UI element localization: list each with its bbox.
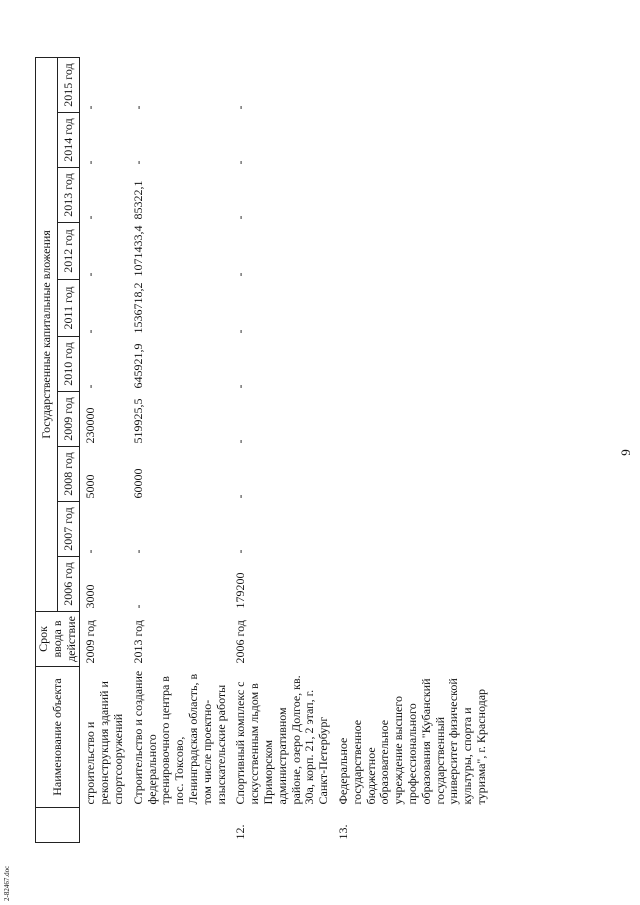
row-value: - — [130, 604, 145, 609]
row-number — [128, 808, 231, 843]
row-value: - — [83, 329, 98, 334]
header-year: 2009 год — [58, 392, 80, 447]
row-value: - — [233, 439, 248, 444]
row-value: - — [233, 105, 248, 110]
row-value — [333, 58, 491, 113]
page-number: 9 — [618, 449, 633, 456]
row-value: - — [83, 384, 98, 389]
row-value: - — [130, 105, 145, 110]
row-value: 1536718,2 — [130, 282, 145, 334]
table-row — [333, 58, 491, 843]
row-value — [333, 113, 491, 168]
row-value — [333, 392, 491, 447]
row-value: 179200 — [233, 572, 248, 609]
header-number-cell — [36, 808, 80, 843]
row-value: - — [83, 160, 98, 165]
row-number: 12. — [233, 824, 248, 840]
row-value — [333, 280, 491, 337]
row-name: Спортивный комплекс с искусственным льдом в Приморском административном районе, озеро Долгое, кв. 30а, корп. 21, 2 этап, г. Санкт-Петербург — [233, 675, 331, 805]
row-value: 519925,5 — [130, 398, 145, 444]
row-value: 85322,1 — [130, 180, 145, 220]
header-name: Наименование объекта — [36, 667, 80, 808]
row-srok — [333, 612, 491, 667]
row-name: строительство и реконструкция зданий и спортсооружений — [83, 681, 125, 805]
row-value — [333, 337, 491, 392]
row-value — [333, 168, 491, 223]
row-value: - — [130, 549, 145, 554]
row-number — [80, 808, 128, 843]
row-value: - — [233, 160, 248, 165]
header-srok: Срок ввода в действие — [36, 612, 80, 667]
row-value: 230000 — [83, 407, 98, 444]
table-row — [80, 58, 128, 843]
row-value: - — [130, 160, 145, 165]
row-value: - — [83, 272, 98, 277]
row-value: - — [233, 329, 248, 334]
header-year: 2015 год — [58, 58, 80, 113]
row-value: - — [83, 549, 98, 554]
header-year: 2008 год — [58, 447, 80, 502]
row-value — [333, 223, 491, 280]
header-year: 2013 год — [58, 168, 80, 223]
row-value — [333, 502, 491, 557]
row-srok: 2009 год — [83, 620, 98, 664]
row-value: 1071433,4 — [130, 225, 145, 277]
row-number: 13. — [335, 824, 350, 840]
row-value: - — [83, 215, 98, 220]
header-year: 2010 год — [58, 337, 80, 392]
header-group: Государственные капитальные вложения — [36, 58, 58, 612]
row-srok: 2013 год — [130, 620, 145, 664]
table-row — [230, 58, 333, 843]
header-year: 2011 год — [58, 280, 80, 337]
row-srok: 2006 год — [233, 620, 248, 664]
table-row — [128, 58, 231, 843]
row-name: Строительство и создание федерального тренировочного центра в пос. Токсово, Ленинградская область, в том числе проектно-изыскательские работы — [130, 670, 228, 805]
row-value: 3000 — [83, 584, 98, 609]
row-value: - — [233, 215, 248, 220]
row-value: - — [233, 272, 248, 277]
row-value: 60000 — [130, 468, 145, 499]
footer-filename: 2-82467.doc — [3, 865, 11, 901]
header-year: 2007 год — [58, 502, 80, 557]
row-value: - — [233, 384, 248, 389]
row-value: - — [233, 494, 248, 499]
row-value — [333, 557, 491, 612]
row-value: 645921,9 — [130, 343, 145, 389]
row-name: Федеральное государственное бюджетное образовательное учреждение высшего профессионального образования "Кубанский государственный университет физической культуры, спорта и туризма", г. Краснодар — [335, 678, 488, 805]
row-value: 5000 — [83, 474, 98, 499]
header-year: 2014 год — [58, 113, 80, 168]
header-year: 2006 год — [58, 557, 80, 612]
row-value — [333, 447, 491, 502]
capital-investments-table — [35, 57, 491, 843]
header-year: 2012 год — [58, 223, 80, 280]
row-value: - — [83, 105, 98, 110]
row-value: - — [233, 549, 248, 554]
